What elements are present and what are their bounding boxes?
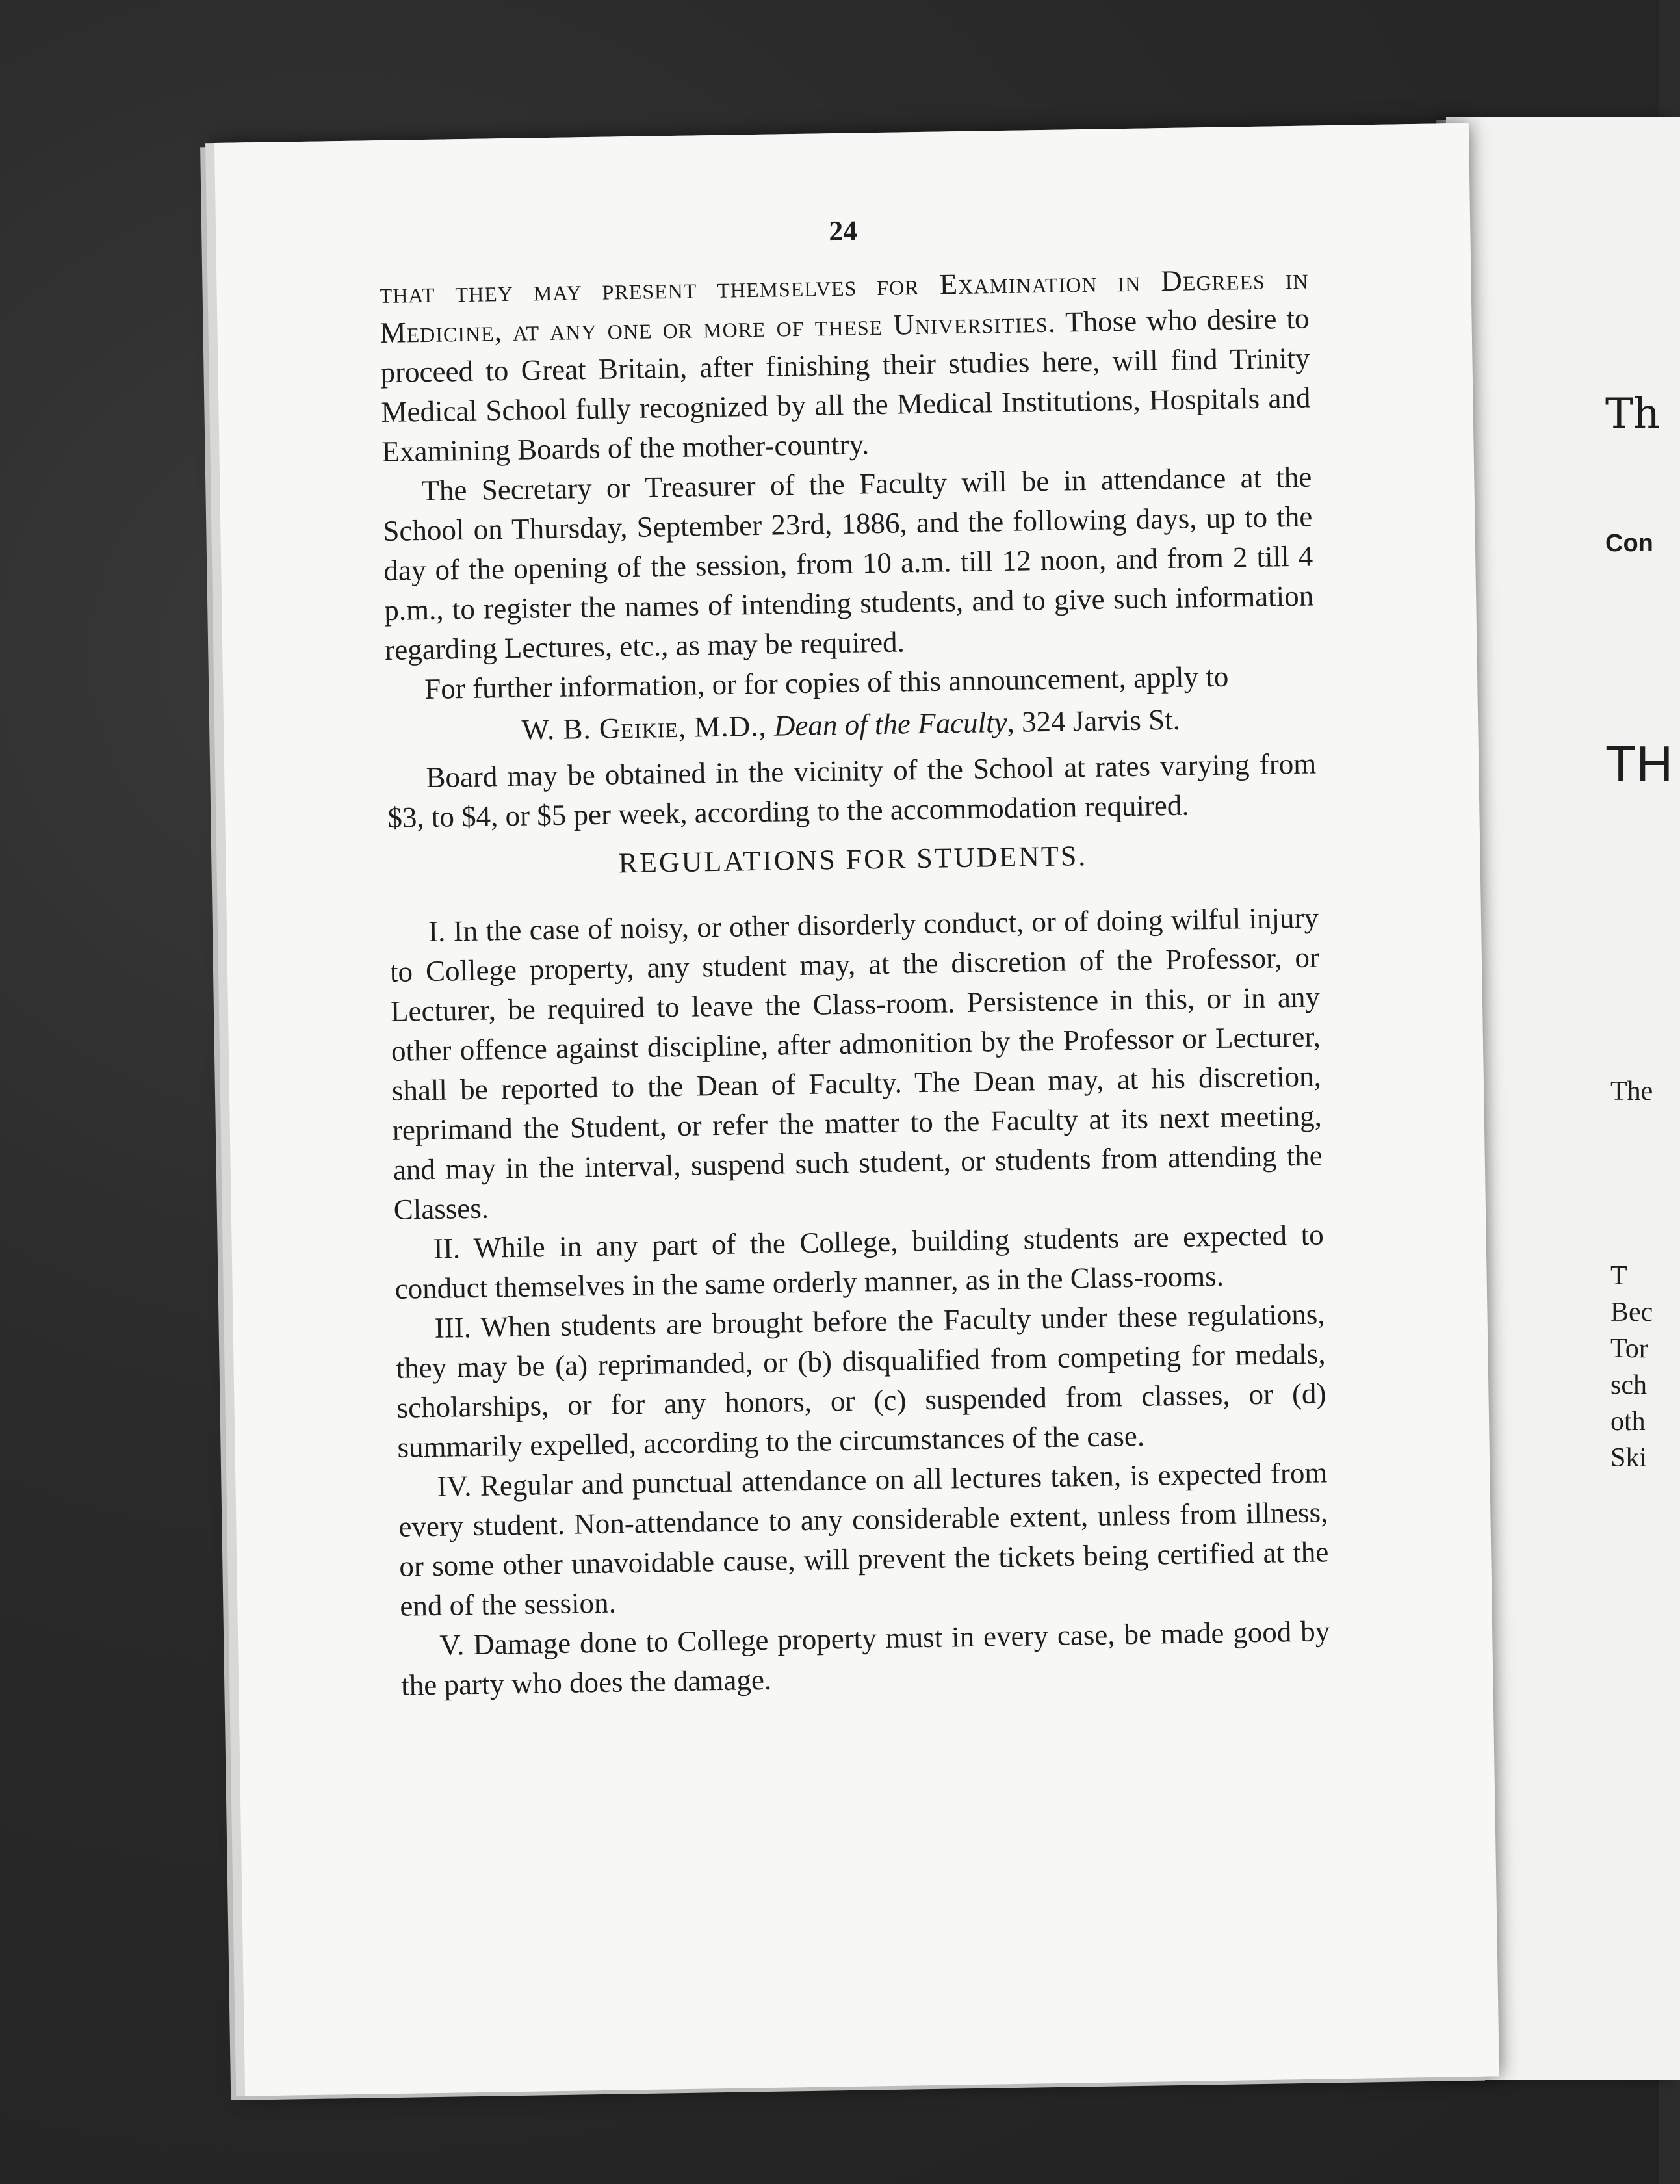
facing-fragment-2: Con xyxy=(1605,530,1653,557)
facing-fragment-3: TH xyxy=(1605,735,1673,792)
facing-line: Ski xyxy=(1610,1443,1648,1473)
facing-line: sch xyxy=(1610,1370,1647,1400)
dean-name: W. B. Geikie, M.D., xyxy=(521,709,768,746)
paragraph-attendance: The Secretary or Treasurer of the Faculty will be in attendance at the School on Thursday, September 23rd, 1886, and the following days, up to the day of the opening of the session, from 10 a.m. till 12 noon, and from 2 till 4 p.m., to register the names of intending students, and to give such information regarding Lectures, etc., as may be required. xyxy=(383,460,1314,666)
facing-line: Tor xyxy=(1610,1334,1648,1364)
regulation-item: I. In the case of noisy, or other disorderly conduct, or of doing wilful injury to College property, any student may, at the discretion of the Professor, or Lecturer, be required to leave the Class-room. Persistence in this, or in any other offence against discipline, after admonition by the Professor or Lecturer, shall be reported to the Dean of Faculty. The Dean may, at his discretion, reprimand the Student, or refer the matter to the Faculty at its next meeting, and may in the interval, suspend such student, or students from attending the Classes. xyxy=(389,901,1323,1226)
dean-address: , 324 Jarvis St. xyxy=(1007,703,1181,738)
paragraph-board: Board may be obtained in the vicinity of the School at rates varying from $3, to $4, or $5 per week, according to the accommodation required. xyxy=(387,747,1317,834)
regulation-item: IV. Regular and punctual attendance on all lectures taken, is expected from every student. Non-attendance to any considerable extent, unless from illness, or some other unavoidable cause, will prevent the tickets being certified at the end of the session. xyxy=(398,1456,1329,1622)
small-caps-lead: that they may present themselves for Examination in Degrees in Medicine, at any one or more of these Universities. xyxy=(379,262,1309,350)
facing-fragment-4: The xyxy=(1610,1076,1653,1106)
facing-line: oth xyxy=(1610,1407,1646,1436)
facing-line: Bec xyxy=(1610,1297,1653,1327)
paragraph-universities xyxy=(379,259,1312,472)
facing-line: T xyxy=(1610,1261,1627,1291)
document-page xyxy=(214,124,1499,2096)
facing-fragment-1: Th xyxy=(1605,390,1660,438)
dean-title: Dean of the Faculty xyxy=(773,705,1007,742)
paragraph-further-info: For further information, or for copies of this announcement, apply to xyxy=(424,660,1229,706)
regulation-item: II. While in any part of the College, building students are expected to conduct themselves in the same orderly manner, as in the Class-rooms. xyxy=(394,1218,1324,1305)
regulation-item: III. When students are brought before the Faculty under these regulations, they may be (a) reprimanded, or (b) disqualified from competing for medals, scholarships, or for any honors, or (c) suspended from classes, or (d) summarily expelled, according to the circumstances of the case. xyxy=(396,1297,1326,1464)
facing-line-starts xyxy=(1610,1258,1659,1476)
page-number: 24 xyxy=(828,214,858,248)
page-text-block xyxy=(378,204,1331,1706)
paragraph-text: Those who desire to proceed to Great Britain, after finishing their studies here, will find Trinity Medical School fully recognized by all the Medical Institutions, Hospitals and Examining Boards of the mother-country. xyxy=(380,302,1311,469)
regulation-item: V. Damage done to College property must in every case, be made good by the party who does the damage. xyxy=(400,1615,1330,1702)
regulations-heading: REGULATIONS FOR STUDENTS. xyxy=(618,840,1088,879)
